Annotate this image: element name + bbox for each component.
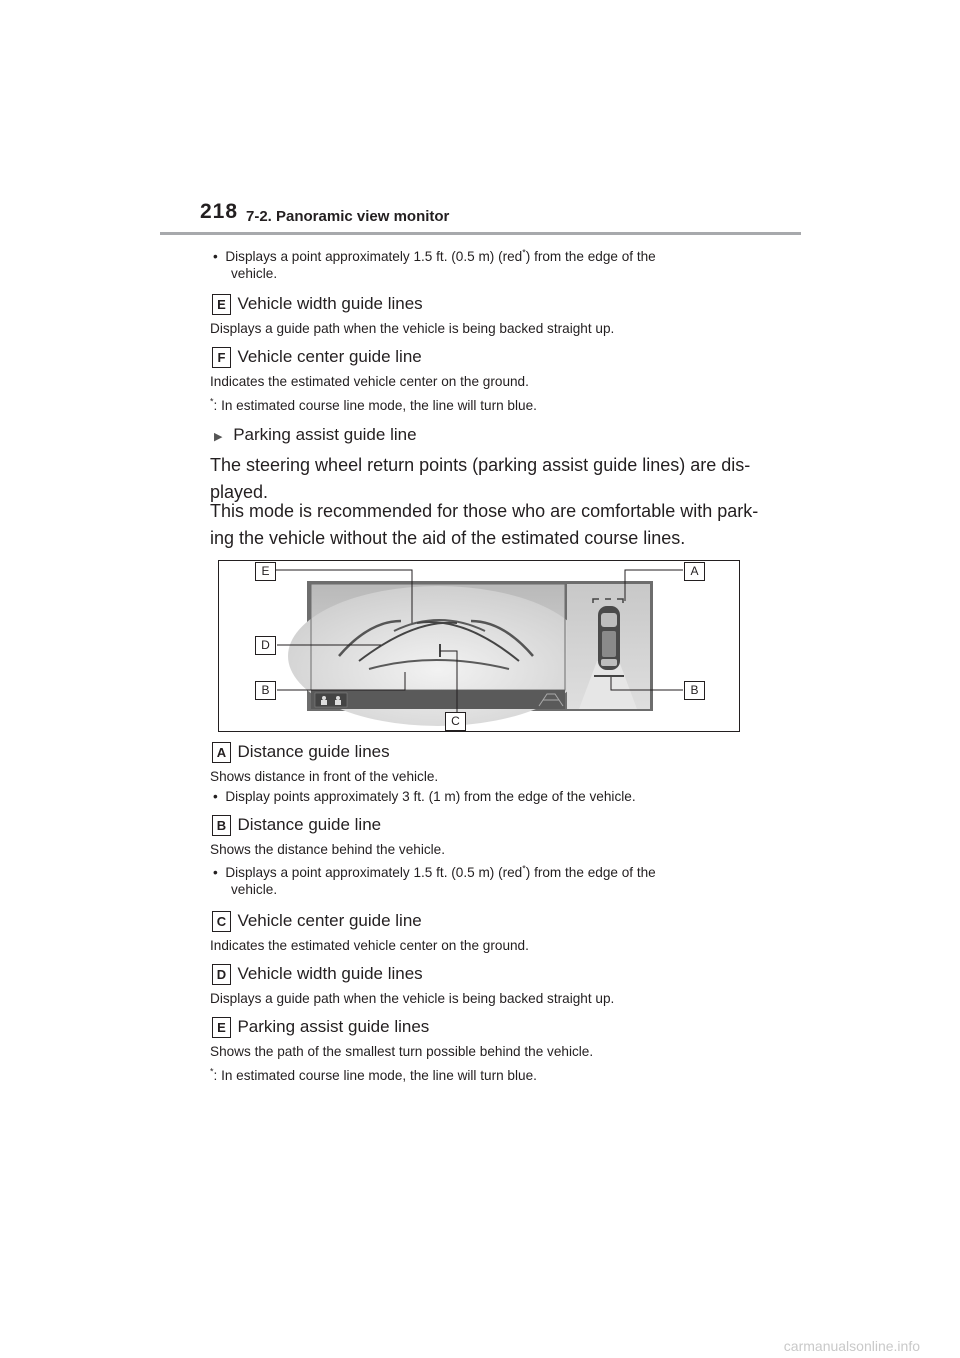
triangle-marker-icon: ▶: [214, 431, 223, 443]
callout-e: E: [255, 562, 276, 581]
footnote-top: *: In estimated course line mode, the line will turn blue.: [210, 396, 537, 413]
tag-e: E: [212, 294, 231, 315]
item-b: [212, 815, 381, 836]
callout-d: D: [255, 636, 276, 655]
item-title: Parking assist guide lines: [237, 1017, 430, 1036]
item-e-top: [212, 294, 423, 315]
header-rule: [160, 232, 801, 235]
intro-bullet: • Displays a point approximately 1.5 ft. (0.5 m) (red*) from the edge of the vehicle.: [213, 247, 656, 281]
page-number: 218: [200, 200, 239, 223]
item-desc: Shows the path of the smallest turn possible behind the vehicle.: [210, 1044, 594, 1059]
paragraph-1: The steering wheel return points (parking assist guide lines) are dis- played.: [210, 455, 751, 502]
callout-a: A: [684, 562, 705, 581]
item-b-bullet: • Displays a point approximately 1.5 ft. (0.5 m) (red*) from the edge of the vehicle.: [213, 863, 656, 897]
vehicle-top-icon: [598, 606, 620, 670]
item-e-bottom: [212, 1017, 429, 1038]
bottom-toolbar: [311, 690, 565, 709]
item-title: Distance guide line: [237, 815, 382, 834]
monitor-illustration: [219, 561, 739, 731]
item-desc: Indicates the estimated vehicle center on the ground.: [210, 374, 529, 389]
tag-e: E: [212, 1017, 231, 1038]
item-desc: Shows the distance behind the vehicle.: [210, 842, 446, 857]
item-d: [212, 964, 423, 985]
paragraph-2: This mode is recommended for those who are comfortable with park- ing the vehicle without the aid of the estimated course lines.: [210, 501, 759, 548]
callout-b-left: B: [255, 681, 276, 700]
callout-b-right: B: [684, 681, 705, 700]
tag-d: D: [212, 964, 231, 985]
item-desc: Shows distance in front of the vehicle.: [210, 769, 439, 784]
footer-watermark[interactable]: carmanualsonline.info: [783, 1338, 920, 1354]
tag-b: B: [212, 815, 231, 836]
item-a-bullet: • Display points approximately 3 ft. (1 m) from the edge of the vehicle.: [213, 789, 636, 804]
item-title: Vehicle width guide lines: [237, 964, 423, 983]
tag-c: C: [212, 911, 231, 932]
parking-section-heading: ▶ Parking assist guide line: [214, 425, 417, 444]
item-desc: Displays a guide path when the vehicle is being backed straight up.: [210, 991, 615, 1006]
item-c: [212, 911, 422, 932]
item-f: [212, 347, 422, 368]
footnote-bottom: *: In estimated course line mode, the line will turn blue.: [210, 1066, 537, 1083]
section-title: 7-2. Panoramic view monitor: [246, 208, 450, 225]
monitor-figure: [218, 560, 740, 732]
item-title: Distance guide lines: [237, 742, 390, 761]
item-desc: Displays a guide path when the vehicle is being backed straight up.: [210, 321, 615, 336]
item-title: Vehicle center guide line: [237, 911, 422, 930]
item-desc: Indicates the estimated vehicle center on the ground.: [210, 938, 529, 953]
item-a: [212, 742, 390, 763]
item-title: Vehicle width guide lines: [237, 294, 423, 313]
camera-switch-icon: [315, 693, 347, 707]
tag-f: F: [212, 347, 231, 368]
item-title: Vehicle center guide line: [237, 347, 422, 366]
tag-a: A: [212, 742, 231, 763]
callout-c: C: [445, 712, 466, 731]
